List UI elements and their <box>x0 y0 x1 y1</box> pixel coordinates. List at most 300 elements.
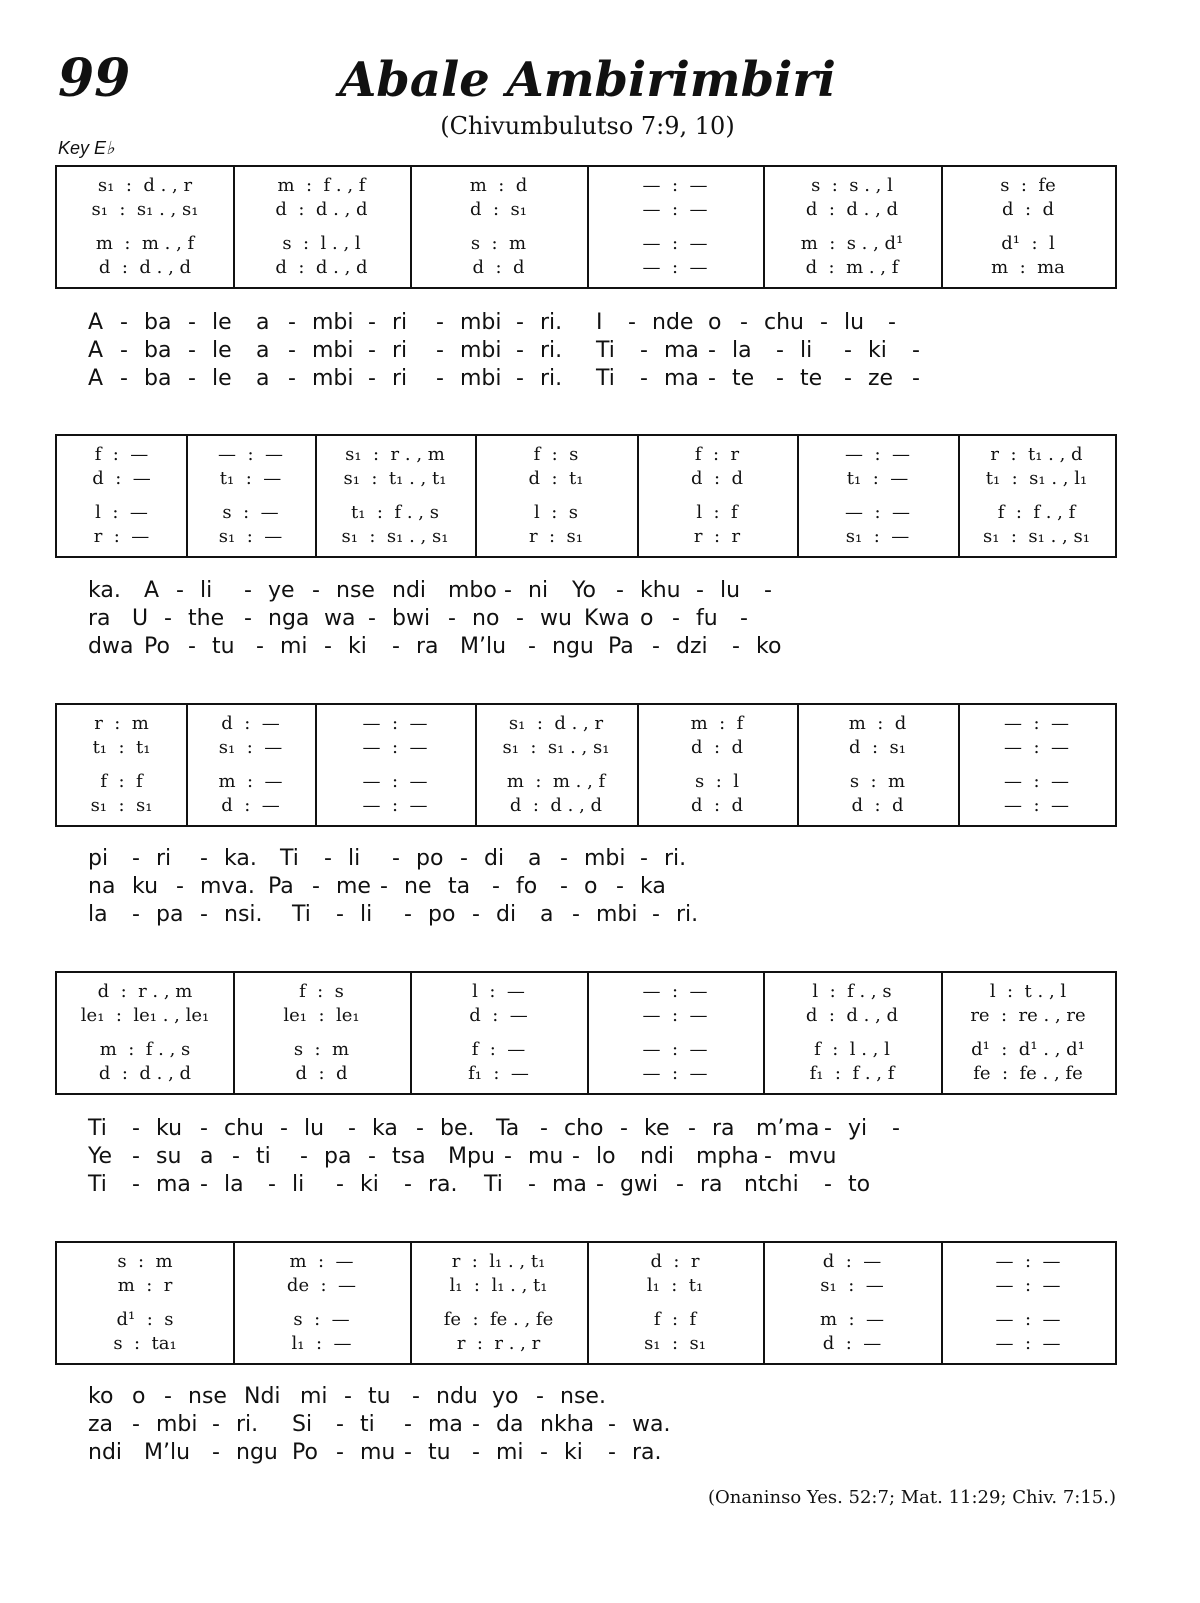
lyric-syllable: ko <box>88 1384 114 1409</box>
lyric-syllable: ni <box>528 578 549 603</box>
lyric-syllable: - <box>472 1440 480 1465</box>
lyric-syllable: mbi <box>460 338 502 363</box>
note-cell: d¹ : s <box>116 1309 174 1330</box>
note-cell: d : d . , d <box>509 795 603 816</box>
lyric-syllable: - <box>176 874 184 899</box>
note-cell: — : — <box>362 771 428 792</box>
lyric-syllable: ri. <box>664 846 687 871</box>
lyric-syllable: ma <box>428 1412 463 1437</box>
lyric-syllable: - <box>912 338 920 363</box>
lyric-syllable: - <box>844 338 852 363</box>
lyric-syllable: - <box>824 1116 832 1141</box>
lyric-syllable: mbi <box>460 310 502 335</box>
lyric-syllable: li <box>800 338 813 363</box>
lyric-syllable: Ta <box>496 1116 520 1141</box>
lyric-syllable: - <box>188 338 196 363</box>
note-cell: t₁ : t₁ <box>92 737 151 758</box>
lyric-syllable: - <box>368 606 376 631</box>
lyric-syllable: su <box>156 1144 182 1169</box>
lyric-syllable: A <box>88 338 104 363</box>
note-cell: f : f <box>100 771 143 792</box>
note-cell: d : — <box>469 1005 528 1026</box>
verse-line-1 <box>60 1384 1130 1412</box>
note-cell: — : — <box>995 1309 1061 1330</box>
lyric-syllable: - <box>212 1440 220 1465</box>
verse-line-2 <box>60 1412 1130 1440</box>
lyric-syllable: Ti <box>484 1172 503 1197</box>
lyric-syllable: ta <box>448 874 471 899</box>
note-cell: r : l₁ . , t₁ <box>451 1251 546 1272</box>
note-cell: l₁ : — <box>291 1333 352 1354</box>
note-cell: d : d . , d <box>805 199 899 220</box>
lyric-syllable: - <box>188 310 196 335</box>
lyric-syllable: - <box>764 1144 772 1169</box>
lyric-syllable: ka <box>372 1116 398 1141</box>
lyric-syllable: ri. <box>540 310 563 335</box>
lyric-syllable: nkha <box>540 1412 595 1437</box>
lyric-syllable: ba <box>144 366 172 391</box>
lyric-syllable: - <box>200 846 208 871</box>
lyric-syllable: - <box>312 578 320 603</box>
note-cell: — : — <box>642 233 708 254</box>
lyric-syllable: tu <box>212 634 235 659</box>
note-cell: d : r <box>650 1251 700 1272</box>
note-cell: d : d <box>691 737 743 758</box>
verse-line-1 <box>60 1116 1130 1144</box>
lyric-syllable: - <box>652 634 660 659</box>
note-cell: s₁ : s₁ . , s₁ <box>502 737 610 758</box>
lyric-syllable: chu <box>764 310 804 335</box>
lyric-syllable: pi <box>88 846 109 871</box>
lyric-syllable: za <box>88 1412 114 1437</box>
note-cell: m : f . , s <box>99 1039 191 1060</box>
lyric-syllable: li <box>348 846 361 871</box>
lyric-syllable: - <box>472 1412 480 1437</box>
note-cell: s : l <box>695 771 739 792</box>
lyric-syllable: da <box>496 1412 524 1437</box>
lyric-syllable: ri <box>392 310 408 335</box>
lyric-syllable: - <box>504 1144 512 1169</box>
lyric-syllable: - <box>324 634 332 659</box>
lyric-syllable: a <box>256 366 270 391</box>
lyric-syllable: - <box>132 1172 140 1197</box>
lyric-syllable: ka <box>640 874 666 899</box>
note-cell: d¹ : d¹ . , d¹ <box>971 1039 1085 1060</box>
lyric-syllable: a <box>528 846 542 871</box>
lyric-syllable: wa <box>324 606 356 631</box>
lyric-syllable: - <box>572 902 580 927</box>
note-cell: m : r <box>117 1275 173 1296</box>
lyric-syllable: ki <box>564 1440 583 1465</box>
note-cell: l : — <box>472 981 525 1002</box>
note-cell: le₁ : le₁ . , le₁ <box>80 1005 210 1026</box>
note-cell: d : d <box>1002 199 1054 220</box>
lyric-syllable: to <box>848 1172 871 1197</box>
lyric-syllable: Si <box>292 1412 313 1437</box>
lyric-syllable: a <box>540 902 554 927</box>
lyric-syllable: - <box>244 606 252 631</box>
lyric-syllable: Ti <box>88 1172 107 1197</box>
lyric-syllable: ki <box>360 1172 379 1197</box>
lyric-syllable: mbi <box>584 846 626 871</box>
note-cell: f : — <box>471 1039 526 1060</box>
lyric-syllable: ye <box>268 578 295 603</box>
scripture-reference: (Chivumbulutso 7:9, 10) <box>440 112 735 140</box>
lyric-syllable: - <box>560 874 568 899</box>
lyric-syllable: - <box>368 1144 376 1169</box>
lyric-syllable: - <box>200 1116 208 1141</box>
lyric-syllable: mbi <box>460 366 502 391</box>
lyric-syllable: li <box>200 578 213 603</box>
lyric-syllable: lu <box>844 310 865 335</box>
note-cell: s₁ : s₁ . , s₁ <box>983 526 1090 547</box>
lyric-syllable: - <box>404 902 412 927</box>
lyric-syllable: - <box>380 874 388 899</box>
lyric-syllable: - <box>120 338 128 363</box>
lyric-syllable: ri. <box>236 1412 259 1437</box>
hymn-title: Abale Ambirimbiri <box>339 52 836 108</box>
verse-line-3 <box>60 1172 1130 1200</box>
lyric-syllable: - <box>764 578 772 603</box>
lyric-syllable: ko <box>756 634 782 659</box>
note-cell: f : l . , l <box>814 1039 890 1060</box>
note-cell: l : — <box>95 502 148 523</box>
lyric-syllable: - <box>572 1144 580 1169</box>
note-cell: fe : fe . , fe <box>443 1309 554 1330</box>
lyric-syllable: fu <box>696 606 718 631</box>
lyric-syllable: Kwa <box>584 606 630 631</box>
note-cell: s : ta₁ <box>113 1333 177 1354</box>
lyric-syllable: - <box>616 578 624 603</box>
note-cell: f : s <box>299 981 344 1002</box>
lyric-syllable: - <box>688 1116 696 1141</box>
note-cell: r : m <box>94 713 149 734</box>
verse-line-1 <box>60 846 1130 874</box>
lyric-syllable: - <box>120 366 128 391</box>
lyric-syllable: ra <box>88 606 111 631</box>
note-cell: d¹ : l <box>1001 233 1055 254</box>
note-cell: s₁ : — <box>218 737 283 758</box>
lyric-syllable: mu <box>528 1144 564 1169</box>
lyric-syllable: - <box>300 1144 308 1169</box>
note-cell: — : — <box>362 713 428 734</box>
lyric-syllable: - <box>516 310 524 335</box>
lyric-syllable: ra <box>712 1116 735 1141</box>
note-cell: m : — <box>289 1251 354 1272</box>
verse-line-3 <box>60 902 1130 930</box>
lyric-syllable: - <box>312 874 320 899</box>
lyric-syllable: la <box>88 902 108 927</box>
note-cell: f : f <box>653 1309 697 1330</box>
note-cell: s₁ : t₁ . , t₁ <box>343 468 447 489</box>
lyric-syllable: - <box>344 1384 352 1409</box>
staff-system-3 <box>55 703 1117 827</box>
lyric-syllable: - <box>740 310 748 335</box>
lyric-syllable: - <box>280 1116 288 1141</box>
lyric-syllable: ki <box>868 338 887 363</box>
lyric-syllable: mi <box>300 1384 328 1409</box>
lyric-syllable: - <box>120 310 128 335</box>
lyric-syllable: - <box>912 366 920 391</box>
lyric-syllable: - <box>844 366 852 391</box>
lyric-syllable: - <box>516 366 524 391</box>
lyric-syllable: Ndi <box>244 1384 281 1409</box>
lyric-syllable: the <box>188 606 225 631</box>
lyric-syllable: - <box>200 902 208 927</box>
note-cell: re : re . , re <box>970 1005 1086 1026</box>
lyric-syllable: mi <box>280 634 308 659</box>
lyric-syllable: A <box>88 366 104 391</box>
note-cell: d : d . , d <box>98 1063 192 1084</box>
lyric-syllable: mbi <box>312 338 354 363</box>
lyric-syllable: be. <box>440 1116 475 1141</box>
note-cell: r : r <box>693 526 741 547</box>
lyric-syllable: chu <box>224 1116 264 1141</box>
lyric-syllable: ri. <box>540 366 563 391</box>
lyric-syllable: - <box>268 1172 276 1197</box>
note-cell: — : — <box>642 175 708 196</box>
lyric-syllable: a <box>200 1144 214 1169</box>
lyric-syllable: - <box>540 1440 548 1465</box>
lyric-syllable: Yo <box>572 578 596 603</box>
lyric-syllable: - <box>640 338 648 363</box>
lyric-syllable: ku <box>132 874 159 899</box>
lyric-syllable: - <box>336 1172 344 1197</box>
lyric-syllable: - <box>824 1172 832 1197</box>
note-cell: m : d <box>848 713 907 734</box>
lyric-syllable: - <box>448 606 456 631</box>
lyric-syllable: - <box>404 1172 412 1197</box>
lyric-syllable: Pa <box>608 634 634 659</box>
lyric-syllable: o <box>640 606 654 631</box>
lyric-syllable: le <box>212 338 232 363</box>
lyric-syllable: - <box>528 1172 536 1197</box>
lyric-syllable: Ti <box>280 846 299 871</box>
note-cell: d : d . , d <box>805 1005 899 1026</box>
lyric-syllable: ra <box>700 1172 723 1197</box>
lyric-syllable: ra. <box>428 1172 458 1197</box>
note-cell: le₁ : le₁ <box>283 1005 360 1026</box>
lyric-syllable: ma <box>552 1172 587 1197</box>
lyric-syllable: - <box>696 578 704 603</box>
lyric-syllable: - <box>412 1384 420 1409</box>
lyric-syllable: Po <box>292 1440 318 1465</box>
lyric-syllable: - <box>620 1116 628 1141</box>
lyric-syllable: - <box>404 1440 412 1465</box>
lyric-syllable: dwa <box>88 634 134 659</box>
lyric-syllable: - <box>212 1412 220 1437</box>
verse-line-3 <box>60 366 1130 394</box>
lyric-syllable: - <box>164 1384 172 1409</box>
lyric-syllable: ra <box>416 634 439 659</box>
lyric-syllable: - <box>472 902 480 927</box>
note-cell: s : m <box>117 1251 173 1272</box>
verse-line-2 <box>60 338 1130 366</box>
lyric-syllable: - <box>528 634 536 659</box>
lyric-syllable: ma <box>156 1172 191 1197</box>
lyric-syllable: ba <box>144 310 172 335</box>
lyric-syllable: mbo <box>448 578 497 603</box>
lyric-syllable: li <box>360 902 373 927</box>
lyric-syllable: ndi <box>640 1144 675 1169</box>
lyric-syllable: U <box>132 606 149 631</box>
lyric-syllable: ma <box>664 366 699 391</box>
lyric-syllable: wa. <box>632 1412 671 1437</box>
note-cell: — : — <box>1004 771 1069 792</box>
note-cell: s : m <box>849 771 906 792</box>
lyric-syllable: - <box>164 606 172 631</box>
lyric-syllable: la <box>732 338 752 363</box>
note-cell: f : r <box>694 444 740 465</box>
note-cell: d : — <box>221 713 280 734</box>
lyric-syllable: na <box>88 874 116 899</box>
lyric-syllable: o <box>584 874 598 899</box>
note-cell: s₁ : s₁ . , s₁ <box>91 199 199 220</box>
note-cell: f : f . , f <box>997 502 1076 523</box>
note-cell: d : d <box>295 1063 348 1084</box>
lyric-syllable: - <box>732 634 740 659</box>
lyric-syllable: o <box>708 310 722 335</box>
lyric-syllable: tu <box>368 1384 391 1409</box>
lyric-syllable: Mpu <box>448 1144 495 1169</box>
lyric-syllable: lu <box>304 1116 325 1141</box>
lyric-syllable: ri. <box>540 338 563 363</box>
note-cell: d : d <box>691 468 743 489</box>
note-cell: l : s <box>534 502 578 523</box>
lyric-syllable: - <box>392 846 400 871</box>
lyric-syllable: M’lu <box>144 1440 191 1465</box>
note-cell: s₁ : — <box>845 526 910 547</box>
note-cell: s₁ : s₁ <box>90 795 153 816</box>
lyric-syllable: cho <box>564 1116 604 1141</box>
note-cell: m : ma <box>991 257 1065 278</box>
lyric-syllable: - <box>628 310 636 335</box>
lyric-syllable: - <box>132 1144 140 1169</box>
note-cell: d : d <box>851 795 904 816</box>
lyric-syllable: ti <box>360 1412 375 1437</box>
lyric-syllable: ti <box>256 1144 271 1169</box>
lyric-syllable: dzi <box>676 634 708 659</box>
lyric-syllable: - <box>336 1412 344 1437</box>
note-cell: d : s₁ <box>470 199 527 220</box>
lyric-syllable: - <box>740 606 748 631</box>
lyric-syllable: - <box>324 846 332 871</box>
lyric-syllable: Ti <box>596 366 615 391</box>
lyric-syllable: nse <box>336 578 375 603</box>
staff-system-4 <box>55 971 1117 1095</box>
lyric-syllable: - <box>200 1172 208 1197</box>
lyric-syllable: di <box>484 846 505 871</box>
lyric-syllable: le <box>212 366 232 391</box>
lyric-syllable: - <box>436 310 444 335</box>
lyric-syllable: ndu <box>436 1384 478 1409</box>
lyric-syllable: - <box>640 846 648 871</box>
lyric-syllable: ngu <box>552 634 594 659</box>
note-cell: d : d . , d <box>98 257 192 278</box>
lyric-syllable: pa <box>156 902 184 927</box>
lyric-syllable: ndi <box>88 1440 123 1465</box>
note-cell: f₁ : f . , f <box>809 1063 895 1084</box>
note-cell: f : s <box>533 444 579 465</box>
lyric-syllable: - <box>492 874 500 899</box>
note-cell: s₁ : s₁ <box>644 1333 706 1354</box>
lyric-syllable: - <box>608 1412 616 1437</box>
note-cell: m : f . , f <box>277 175 366 196</box>
note-cell: t₁ : s₁ . , l₁ <box>985 468 1088 489</box>
lyric-syllable: ne <box>404 874 432 899</box>
lyric-syllable: A <box>88 310 104 335</box>
note-cell: m : m . , f <box>95 233 195 254</box>
lyric-syllable: fo <box>516 874 538 899</box>
lyric-syllable: - <box>132 902 140 927</box>
lyric-syllable: a <box>256 310 270 335</box>
lyric-syllable: mbi <box>596 902 638 927</box>
lyric-syllable: - <box>288 338 296 363</box>
note-cell: m : s . , d¹ <box>800 233 904 254</box>
lyric-syllable: - <box>536 1384 544 1409</box>
note-cell: — : — <box>642 257 708 278</box>
lyric-syllable: - <box>616 874 624 899</box>
note-cell: m : m . , f <box>506 771 606 792</box>
lyric-syllable: - <box>336 1440 344 1465</box>
note-cell: d : d <box>691 795 743 816</box>
note-cell: s : — <box>222 502 279 523</box>
lyric-syllable: ba <box>144 338 172 363</box>
note-cell: d : d <box>472 257 525 278</box>
lyric-syllable: Ye <box>88 1144 113 1169</box>
lyric-syllable: - <box>288 310 296 335</box>
lyric-syllable: Ti <box>292 902 311 927</box>
lyric-syllable: - <box>132 1116 140 1141</box>
note-cell: l : t . , l <box>989 981 1067 1002</box>
lyric-syllable: lo <box>596 1144 616 1169</box>
lyric-syllable: ntchi <box>744 1172 799 1197</box>
lyric-syllable: ka. <box>224 846 257 871</box>
verse-line-3 <box>60 1440 1130 1468</box>
lyric-syllable: - <box>256 634 264 659</box>
lyric-syllable: - <box>132 846 140 871</box>
note-cell: t₁ : f . , s <box>351 502 439 523</box>
lyric-syllable: ra. <box>632 1440 662 1465</box>
note-cell: t₁ : — <box>846 468 909 489</box>
note-cell: f₁ : — <box>468 1063 529 1084</box>
verse-line-1 <box>60 578 1130 606</box>
note-cell: t₁ : — <box>219 468 282 489</box>
lyric-syllable: lu <box>720 578 741 603</box>
note-cell: — : — <box>845 502 910 523</box>
note-cell: m : f <box>690 713 744 734</box>
lyric-syllable: di <box>496 902 517 927</box>
lyric-syllable: I <box>596 310 603 335</box>
lyric-syllable: tu <box>428 1440 451 1465</box>
lyric-syllable: - <box>460 846 468 871</box>
note-cell: r : t₁ . , d <box>990 444 1083 465</box>
hymn-number: 99 <box>58 48 131 109</box>
lyric-syllable: - <box>188 366 196 391</box>
note-cell: — : — <box>218 444 283 465</box>
note-cell: — : — <box>642 981 708 1002</box>
lyric-syllable: - <box>708 338 716 363</box>
lyric-syllable: pa <box>324 1144 352 1169</box>
lyric-syllable: po <box>428 902 456 927</box>
lyric-syllable: - <box>436 366 444 391</box>
lyric-syllable: khu <box>640 578 681 603</box>
lyric-syllable: - <box>416 1116 424 1141</box>
note-cell: m : — <box>819 1309 885 1330</box>
verse-line-2 <box>60 874 1130 902</box>
note-cell: f : — <box>94 444 149 465</box>
note-cell: — : — <box>362 795 428 816</box>
